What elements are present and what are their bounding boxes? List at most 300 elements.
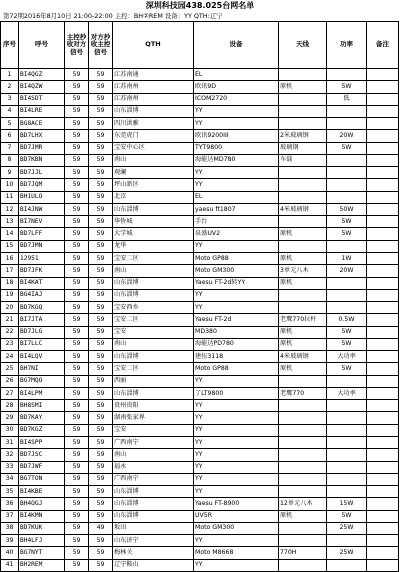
power-cell	[327, 424, 367, 436]
rst-recv-cell: 59	[89, 436, 113, 448]
callsign-cell: BG7TON	[19, 473, 65, 485]
callsign-cell: BG8ACE	[19, 118, 65, 130]
remarks-cell	[367, 510, 399, 522]
rst-recv-cell: 59	[89, 81, 113, 93]
equipment-cell: Yaesu FT-2d	[194, 314, 279, 326]
power-cell: 20W	[327, 265, 367, 277]
antenna-cell: 2米玻璃钢	[279, 130, 327, 142]
table-row	[1, 400, 399, 412]
row-number: 23	[1, 338, 19, 350]
qth-cell: 华侨城	[113, 216, 194, 228]
callsign-cell: BI4SPP	[19, 436, 65, 448]
rst-recv-cell: 59	[89, 252, 113, 264]
callsign-cell: 12951	[19, 252, 65, 264]
table-row	[1, 142, 399, 154]
row-number: 1	[1, 69, 19, 81]
equipment-cell: YY	[194, 473, 279, 485]
power-cell	[327, 277, 367, 289]
qth-cell: 贵州贵阳	[113, 400, 194, 412]
qth-cell: 南山	[113, 154, 194, 166]
rst-sent-cell: 59	[65, 191, 89, 203]
table-row	[1, 203, 399, 215]
power-cell	[327, 412, 367, 424]
remarks-cell	[367, 277, 399, 289]
equipment-cell: YY	[194, 167, 279, 179]
row-number: 36	[1, 498, 19, 510]
equipment-cell: YY	[194, 302, 279, 314]
qth-cell: 四川洪雅	[113, 118, 194, 130]
row-number: 5	[1, 118, 19, 130]
power-cell: 20W	[327, 130, 367, 142]
power-cell: 5W	[327, 216, 367, 228]
equipment-cell: Moto GP88	[194, 252, 279, 264]
rst-sent-cell: 59	[65, 375, 89, 387]
power-cell	[327, 118, 367, 130]
remarks-cell	[367, 449, 399, 461]
row-number: 19	[1, 289, 19, 301]
rst-recv-cell: 59	[89, 228, 113, 240]
rst-sent-cell: 59	[65, 510, 89, 522]
remarks-cell	[367, 326, 399, 338]
rst-sent-cell: 59	[65, 522, 89, 534]
power-cell	[327, 486, 367, 498]
rst-recv-cell: 59	[89, 338, 113, 350]
remarks-cell	[367, 203, 399, 215]
rst-recv-cell: 59	[89, 498, 113, 510]
antenna-cell	[279, 167, 327, 179]
remarks-cell	[367, 252, 399, 264]
rst-recv-cell: 59	[89, 302, 113, 314]
table-row	[1, 547, 399, 559]
row-number: 3	[1, 93, 19, 105]
qth-cell: 南山	[113, 449, 194, 461]
row-number: 14	[1, 228, 19, 240]
row-number: 21	[1, 314, 19, 326]
table-row	[1, 179, 399, 191]
table-row	[1, 449, 399, 461]
header-rst-recv: 对方抄收主控信号	[89, 22, 113, 69]
header-remarks: 备注	[367, 22, 399, 69]
rst-sent-cell: 59	[65, 461, 89, 473]
remarks-cell	[367, 338, 399, 350]
rst-recv-cell: 59	[89, 105, 113, 117]
callsign-cell: BI4KAT	[19, 277, 65, 289]
row-number: 41	[1, 559, 19, 571]
antenna-cell: 玻璃钢	[279, 142, 327, 154]
callsign-cell: BI4LQV	[19, 351, 65, 363]
power-cell	[327, 240, 367, 252]
remarks-cell	[367, 559, 399, 571]
remarks-cell	[367, 400, 399, 412]
remarks-cell	[367, 375, 399, 387]
table-row	[1, 375, 399, 387]
rst-sent-cell: 59	[65, 203, 89, 215]
antenna-cell: 原机	[279, 228, 327, 240]
rst-sent-cell: 59	[65, 228, 89, 240]
remarks-cell	[367, 387, 399, 399]
remarks-cell	[367, 522, 399, 534]
header-antenna: 天线	[279, 22, 327, 69]
remarks-cell	[367, 547, 399, 559]
qth-cell: 南山	[113, 265, 194, 277]
qth-cell: 宝安二区	[113, 252, 194, 264]
rst-recv-cell: 59	[89, 154, 113, 166]
power-cell	[327, 375, 367, 387]
rst-recv-cell: 59	[89, 191, 113, 203]
row-number: 4	[1, 105, 19, 117]
table-row	[1, 412, 399, 424]
power-cell	[327, 179, 367, 191]
row-number: 12	[1, 203, 19, 215]
power-cell: 5W	[327, 326, 367, 338]
power-cell: 15W	[327, 498, 367, 510]
table-row	[1, 338, 399, 350]
rst-sent-cell: 59	[65, 473, 89, 485]
rst-recv-cell: 59	[89, 363, 113, 375]
rst-recv-cell: 59	[89, 387, 113, 399]
table-row	[1, 130, 399, 142]
rst-recv-cell: 59	[89, 277, 113, 289]
equipment-cell: YY	[194, 105, 279, 117]
rst-sent-cell: 59	[65, 154, 89, 166]
rst-recv-cell: 59	[89, 486, 113, 498]
rst-recv-cell: 59	[89, 93, 113, 105]
row-number: 8	[1, 154, 19, 166]
remarks-cell	[367, 302, 399, 314]
rst-recv-cell: 49	[89, 522, 113, 534]
table-row	[1, 69, 399, 81]
remarks-cell	[367, 436, 399, 448]
row-number: 9	[1, 167, 19, 179]
callsign-cell: BH2REM	[19, 559, 65, 571]
qth-cell: 江苏南通	[113, 69, 194, 81]
rst-recv-cell: 59	[89, 130, 113, 142]
antenna-cell	[279, 424, 327, 436]
callsign-cell: BD7JSC	[19, 449, 65, 461]
power-cell	[327, 69, 367, 81]
qth-cell: 福永	[113, 461, 194, 473]
equipment-cell: 手台	[194, 216, 279, 228]
table-row	[1, 302, 399, 314]
rst-sent-cell: 59	[65, 240, 89, 252]
callsign-cell: BD7KUK	[19, 522, 65, 534]
equipment-cell: YY	[194, 535, 279, 547]
antenna-cell	[279, 118, 327, 130]
qth-cell: 南山	[113, 338, 194, 350]
rst-sent-cell: 59	[65, 535, 89, 547]
callsign-cell: BD7JJL	[19, 167, 65, 179]
callsign-cell: BD7LHX	[19, 130, 65, 142]
rst-recv-cell: 59	[89, 167, 113, 179]
remarks-cell	[367, 216, 399, 228]
callsign-cell: BH7NI	[19, 363, 65, 375]
antenna-cell	[279, 289, 327, 301]
row-number: 20	[1, 302, 19, 314]
power-cell: 25W	[327, 547, 367, 559]
qth-cell: 广西南宁	[113, 436, 194, 448]
row-number: 16	[1, 252, 19, 264]
row-number: 27	[1, 387, 19, 399]
antenna-cell	[279, 105, 327, 117]
power-cell	[327, 461, 367, 473]
remarks-cell	[367, 412, 399, 424]
qth-cell: 辽宁鞍山	[113, 559, 194, 571]
equipment-cell: EL	[194, 191, 279, 203]
antenna-cell	[279, 240, 327, 252]
antenna-cell	[279, 216, 327, 228]
header-callsign: 呼号	[19, 22, 65, 69]
antenna-cell	[279, 179, 327, 191]
rst-sent-cell: 59	[65, 265, 89, 277]
callsign-cell: BI7NEV	[19, 216, 65, 228]
callsign-cell: BI7LLC	[19, 338, 65, 350]
rst-recv-cell: 59	[89, 203, 113, 215]
qth-cell: 江苏南州	[113, 81, 194, 93]
remarks-cell	[367, 228, 399, 240]
rst-recv-cell: 59	[89, 473, 113, 485]
antenna-cell: 车载	[279, 154, 327, 166]
callsign-cell: BG7MQO	[19, 375, 65, 387]
power-cell	[327, 154, 367, 166]
table-row	[1, 498, 399, 510]
rst-sent-cell: 59	[65, 81, 89, 93]
qth-cell: 湖南张家界	[113, 412, 194, 424]
callsign-cell: BI4QZW	[19, 81, 65, 93]
equipment-cell: YY	[194, 461, 279, 473]
antenna-cell	[279, 93, 327, 105]
antenna-cell: 4米玻璃钢	[279, 203, 327, 215]
remarks-cell	[367, 473, 399, 485]
row-number: 39	[1, 535, 19, 547]
equipment-cell: YY	[194, 240, 279, 252]
equipment-cell: YY	[194, 424, 279, 436]
rst-sent-cell: 59	[65, 387, 89, 399]
antenna-cell: 原机	[279, 326, 327, 338]
table-row	[1, 314, 399, 326]
antenna-cell: 老鹰770拉杆	[279, 314, 327, 326]
antenna-cell	[279, 559, 327, 571]
equipment-cell: 泉盛UV2	[194, 228, 279, 240]
table-row	[1, 535, 399, 547]
table-row	[1, 522, 399, 534]
callsign-cell: BD7LFF	[19, 228, 65, 240]
qth-cell: 观澜	[113, 167, 194, 179]
power-cell	[327, 167, 367, 179]
equipment-cell: YY	[194, 412, 279, 424]
callsign-cell: BD7KAY	[19, 412, 65, 424]
rst-sent-cell: 59	[65, 547, 89, 559]
rst-recv-cell: 59	[89, 179, 113, 191]
rst-sent-cell: 59	[65, 412, 89, 424]
equipment-cell: UV5R	[194, 510, 279, 522]
qth-cell: 坪山新区	[113, 179, 194, 191]
table-row	[1, 387, 399, 399]
row-number: 26	[1, 375, 19, 387]
qth-cell: 龙华	[113, 240, 194, 252]
rst-recv-cell: 59	[89, 559, 113, 571]
table-row	[1, 154, 399, 166]
rst-recv-cell: 59	[89, 351, 113, 363]
qth-cell: 宝安中心区	[113, 142, 194, 154]
table-row	[1, 289, 399, 301]
callsign-cell: BD7JWF	[19, 461, 65, 473]
page-title: 深圳科技园438.025台网名单	[145, 1, 255, 10]
table-row	[1, 191, 399, 203]
rst-sent-cell: 59	[65, 314, 89, 326]
equipment-cell: Moto GM300	[194, 522, 279, 534]
rst-recv-cell: 59	[89, 69, 113, 81]
qth-cell: 宝安	[113, 424, 194, 436]
equipment-cell: Moto GM300	[194, 265, 279, 277]
qth-cell: 山东淄博	[113, 387, 194, 399]
row-number: 13	[1, 216, 19, 228]
table-row	[1, 118, 399, 130]
table-row	[1, 473, 399, 485]
row-number: 22	[1, 326, 19, 338]
remarks-cell	[367, 142, 399, 154]
antenna-cell: 4米玻璃钢	[279, 351, 327, 363]
antenna-cell	[279, 473, 327, 485]
power-cell	[327, 535, 367, 547]
rst-recv-cell: 59	[89, 535, 113, 547]
table-header-row	[1, 22, 399, 69]
table-row	[1, 424, 399, 436]
remarks-cell	[367, 535, 399, 547]
antenna-cell	[279, 436, 327, 448]
row-number: 32	[1, 449, 19, 461]
equipment-cell: Yaesu FT-2d转YY	[194, 277, 279, 289]
qth-cell: 山东淄博	[113, 498, 194, 510]
qth-cell: 宝安二区	[113, 363, 194, 375]
table-row	[1, 216, 399, 228]
row-number: 10	[1, 179, 19, 191]
rst-sent-cell: 59	[65, 424, 89, 436]
callsign-cell: BI4KBE	[19, 486, 65, 498]
callsign-cell: BD7JMN	[19, 240, 65, 252]
antenna-cell	[279, 486, 327, 498]
row-number: 24	[1, 351, 19, 363]
power-cell: 1W	[327, 252, 367, 264]
antenna-cell: 原机	[279, 81, 327, 93]
antenna-cell	[279, 461, 327, 473]
row-number: 30	[1, 424, 19, 436]
row-number: 28	[1, 400, 19, 412]
antenna-cell: 原机	[279, 277, 327, 289]
equipment-cell: YY	[194, 289, 279, 301]
remarks-cell	[367, 130, 399, 142]
table-row	[1, 436, 399, 448]
remarks-cell	[367, 314, 399, 326]
table-row	[1, 277, 399, 289]
antenna-cell	[279, 302, 327, 314]
row-number: 38	[1, 522, 19, 534]
qth-cell: 山东淄博	[113, 203, 194, 215]
equipment-cell: 建伍3118	[194, 351, 279, 363]
antenna-cell: 原机	[279, 363, 327, 375]
row-number: 37	[1, 510, 19, 522]
table-row	[1, 240, 399, 252]
row-number: 11	[1, 191, 19, 203]
antenna-cell	[279, 69, 327, 81]
remarks-cell	[367, 93, 399, 105]
remarks-cell	[367, 81, 399, 93]
qth-cell: 山东淄博	[113, 510, 194, 522]
power-cell: 5W	[327, 142, 367, 154]
remarks-cell	[367, 179, 399, 191]
power-cell: 0.5W	[327, 314, 367, 326]
power-cell: 25W	[327, 522, 367, 534]
remarks-cell	[367, 486, 399, 498]
rst-sent-cell: 59	[65, 118, 89, 130]
header-rst-sent: 主控抄收对方信号	[65, 22, 89, 69]
equipment-cell: YY	[194, 118, 279, 130]
rst-sent-cell: 59	[65, 449, 89, 461]
rst-sent-cell: 59	[65, 338, 89, 350]
power-cell: 大功率	[327, 351, 367, 363]
rst-recv-cell: 59	[89, 449, 113, 461]
equipment-cell: Moto M8668	[194, 547, 279, 559]
qth-cell: 江苏南州	[113, 93, 194, 105]
rst-sent-cell: 59	[65, 400, 89, 412]
qth-cell: 坂田	[113, 522, 194, 534]
callsign-cell: BD7JLG	[19, 326, 65, 338]
callsign-cell: BI4QGZ	[19, 69, 65, 81]
equipment-cell: 海能达PD780	[194, 338, 279, 350]
equipment-cell: YY	[194, 375, 279, 387]
equipment-cell: YY	[194, 486, 279, 498]
row-number: 25	[1, 363, 19, 375]
qth-cell: 山东淄博	[113, 289, 194, 301]
callsign-cell: BD7KBN	[19, 154, 65, 166]
remarks-cell	[367, 167, 399, 179]
table-row	[1, 510, 399, 522]
antenna-cell	[279, 449, 327, 461]
equipment-cell: EL	[194, 69, 279, 81]
qth-cell: 山东济宁	[113, 535, 194, 547]
rst-sent-cell: 59	[65, 179, 89, 191]
rst-recv-cell: 59	[89, 216, 113, 228]
rst-recv-cell: 59	[89, 118, 113, 130]
antenna-cell: 原机	[279, 510, 327, 522]
equipment-cell: Moto GP88	[194, 363, 279, 375]
callsign-cell: BD7JQM	[19, 179, 65, 191]
table-row	[1, 461, 399, 473]
qth-cell: 山东淄博	[113, 351, 194, 363]
rst-recv-cell: 59	[89, 424, 113, 436]
table-row	[1, 351, 399, 363]
power-cell: 5W	[327, 510, 367, 522]
rst-sent-cell: 59	[65, 302, 89, 314]
rst-sent-cell: 59	[65, 289, 89, 301]
callsign-cell: BD7KGZ	[19, 424, 65, 436]
remarks-cell	[367, 240, 399, 252]
rst-sent-cell: 59	[65, 363, 89, 375]
remarks-cell	[367, 154, 399, 166]
equipment-cell: 欧讯9200III	[194, 130, 279, 142]
equipment-cell: yaesu ft1807	[194, 203, 279, 215]
qth-cell: 山东淄博	[113, 277, 194, 289]
callsign-cell: BG7NYT	[19, 547, 65, 559]
rst-sent-cell: 59	[65, 216, 89, 228]
rst-sent-cell: 59	[65, 130, 89, 142]
equipment-cell: YY	[194, 449, 279, 461]
callsign-cell: BI7JTA	[19, 314, 65, 326]
qth-cell: 山东淄博	[113, 105, 194, 117]
antenna-cell: 770H	[279, 547, 327, 559]
callsign-cell: BH4LFJ	[19, 535, 65, 547]
header-no: 序号	[1, 22, 19, 69]
power-cell	[327, 191, 367, 203]
